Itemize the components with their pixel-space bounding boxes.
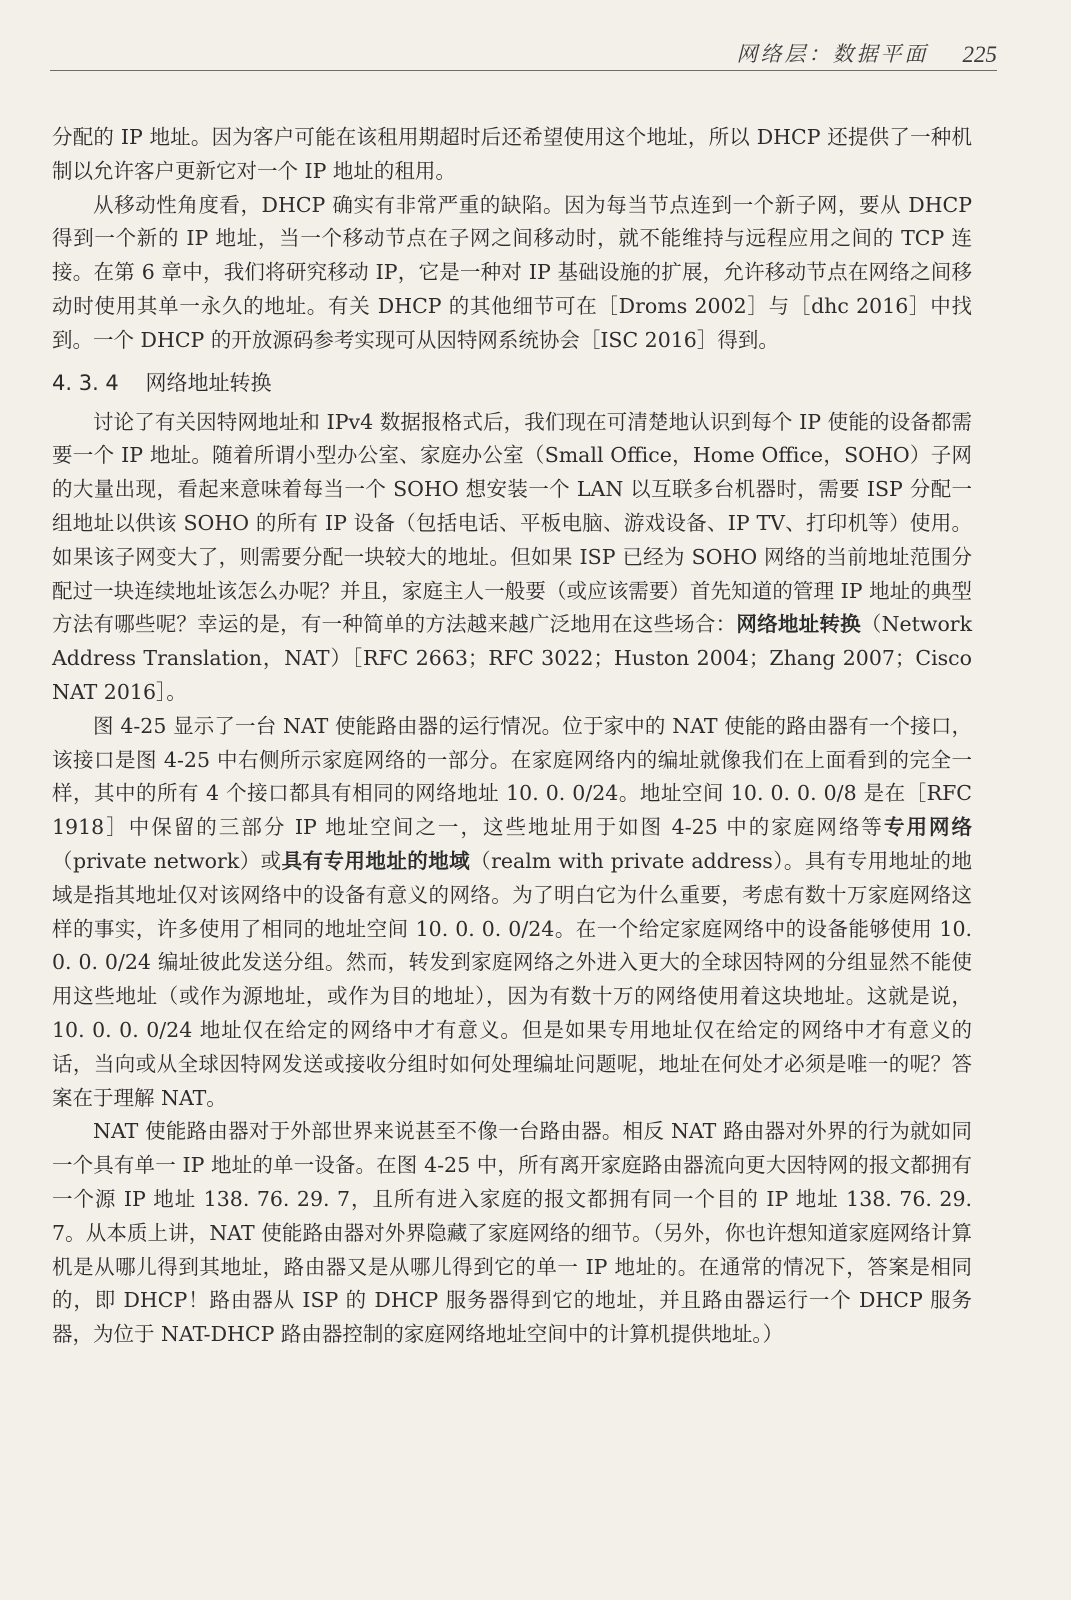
term-nat: 网络地址转换 [736,612,861,637]
nat-intro-references: （Network Address Translation，NAT）［RFC 2663；RFC 3022；Huston 2004；Zhang 2007；Cisco NAT 2016］。 [52,612,973,704]
paragraph-dhcp-mobility: 从移动性角度看，DHCP 确实有非常严重的缺陷。因为每当节点连到一个新子网，要从 DHCP 得到一个新的 IP 地址，当一个移动节点在子网之间移动时，就不能维持与远程应用之间的 TCP 连接。在第 6 章中，我们将研究移动 IP，它是一种对 IP 基础设施的扩展，允许移动节点在网络之间移动时使用其单一永久的地址。有关 DHCP 的其他细节可在［Droms 2002］与［dhc 2016］中找到。一个 DHCP 的开放源码参考实现可从因特网系统协会［ISC 2016］得到。 [52,192,972,352]
term-private-network: 专用网络 [883,815,973,840]
running-header [50,36,997,71]
paragraph-nat-router: NAT 使能路由器对于外部世界来说甚至不像一台路由器。相反 NAT 路由器对外界的行为就如同一个具有单一 IP 地址的单一设备。在图 4-25 中，所有离开家庭路由器流向更大因特网的报文都拥有一个源 IP 地址 138. 76. 29. 7，且所有进入家庭的报文都拥有同一个目的 IP 地址 138. 76. 29. 7。从本质上讲，NAT 使能路由器对外界隐藏了家庭网络的细节。（另外，你也许想知道家庭网络计算机是从哪儿得到其地址，路由器又是从哪儿得到它的单一 IP 地址的。在通常的情况下，答案是相同的，即 DHCP！路由器从 ISP 的 DHCP 服务器得到它的地址，并且路由器运行一个 DHCP 服务器，为位于 NAT-DHCP 路由器控制的家庭网络地址空间中的计算机提供地址。） [52,1119,972,1347]
nat-figure-text-b: （private network）或 [52,848,282,873]
nat-figure-text-a: 图 4-25 显示了一台 NAT 使能路由器的运行情况。位于家中的 NAT 使能的路由器有一个接口，该接口是图 4-25 中右侧所示家庭网络的一部分。在家庭网络内的编址就像我们在上面看到的完全一样，其中的所有 4 个接口都具有相同的网络地址 10. 0. 0/24。地址空间 10. 0. 0. 0/8 是在［RFC 1918］中保留的三部分 IP 地址空间之一，这些地址用于如图 4-25 中的家庭网络等 [52,713,972,840]
paragraph-dhcp-lease: 分配的 IP 地址。因为客户可能在该租用期超时后还希望使用这个地址，所以 DHCP 还提供了一种机制以允许客户更新它对一个 IP 地址的租用。 [52,125,972,183]
paragraph-nat-figure [52,710,972,1116]
nat-figure-text-c: （realm with private address）。具有专用地址的地域是指其地址仅对该网络中的设备有意义的网络。为了明白它为什么重要，考虑有数十万家庭网络这样的事实，许多使用了相同的地址空间 10. 0. 0. 0/24。在一个给定家庭网络中的设备能够使用 10. 0. 0. 0/24 编址彼此发送分组。然而，转发到家庭网络之外进入更大的全球因特网的分组显然不能使用这些地址（或作为源地址，或作为目的地址），因为有数十万的网络使用着这块地址。这就是说，10. 0. 0. 0/24 地址仅在给定的网络中才有意义。但是如果专用地址仅在给定的网络中才有意义的话，当向或从全球因特网发送或接收分组时如何处理编址问题呢，地址在何处才必须是唯一的呢？答案在于理解 NAT。 [52,848,972,1110]
nat-intro-text: 讨论了有关因特网地址和 IPv4 数据报格式后，我们现在可清楚地认识到每个 IP 使能的设备都需要一个 IP 地址。随着所谓小型办公室、家庭办公室（Small Office，Home Office，SOHO）子网的大量出现，看起来意味着每当一个 SOHO 想安装一个 LAN 以互联多台机器时，需要 ISP 分配一组地址以供该 SOHO 的所有 IP 设备（包括电话、平板电脑、游戏设备、IP TV、打印机等）使用。如果该子网变大了，则需要分配一块较大的地址。但如果 ISP 已经为 SOHO 网络的当前地址范围分配过一块连续地址该怎么办呢？并且，家庭主人一般要（或应该需要）首先知道的管理 IP 地址的典型方法有哪些呢？幸运的是，有一种简单的方法越来越广泛地用在这些场合： [52,409,972,637]
section-heading [52,366,972,400]
paragraph-nat-intro [52,406,972,710]
page-number: 225 [962,42,997,67]
section-number: 4. 3. 4 [52,370,119,395]
page-body [52,121,972,1352]
section-title: 网络地址转换 [145,370,272,395]
chapter-title: 网络层：数据平面 [736,42,929,66]
term-realm-private-address: 具有专用地址的地域 [281,848,471,873]
